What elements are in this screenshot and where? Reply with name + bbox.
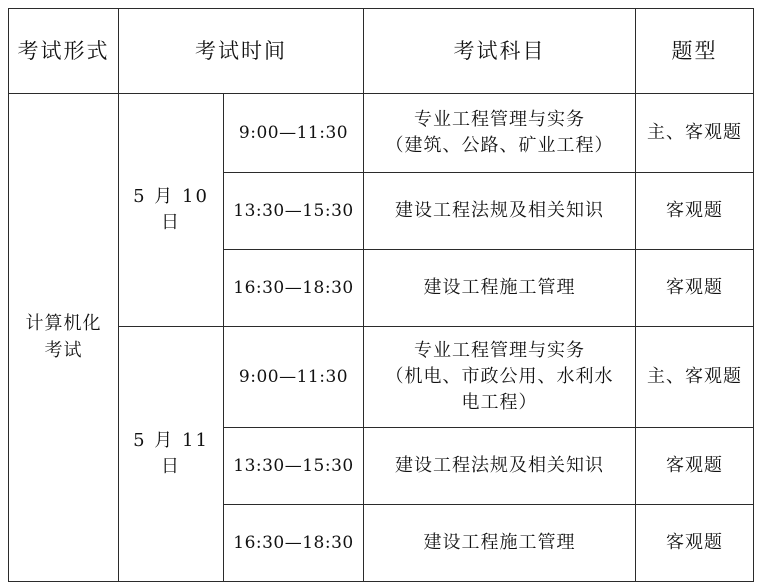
- subject-line-3: 电工程）: [461, 392, 538, 414]
- cell-exam-time: 16:30—18:30: [224, 505, 364, 582]
- cell-exam-form: [9, 94, 119, 582]
- exam-form-line-1: 计算机化: [25, 313, 102, 335]
- cell-question-type: 客观题: [636, 505, 754, 582]
- exam-form-line-2: 考试: [44, 339, 83, 361]
- table-header-row: [9, 9, 754, 94]
- cell-exam-time: 16:30—18:30: [224, 250, 364, 327]
- document-page: [0, 8, 763, 553]
- cell-exam-date: 5 月 11 日: [119, 327, 224, 582]
- exam-schedule-table: [8, 8, 754, 582]
- cell-exam-time: 13:30—15:30: [224, 173, 364, 250]
- cell-exam-subject: 建设工程施工管理: [364, 505, 636, 582]
- cell-exam-time: 9:00—11:30: [224, 94, 364, 173]
- subject-line-2: （建筑、公路、矿业工程）: [385, 135, 614, 156]
- cell-exam-date: 5 月 10 日: [119, 94, 224, 327]
- column-header-question-type: 题型: [636, 9, 754, 94]
- cell-question-type: 客观题: [636, 250, 754, 327]
- cell-exam-time: 9:00—11:30: [224, 327, 364, 428]
- cell-exam-subject: 建设工程法规及相关知识: [364, 173, 636, 250]
- table-header: [9, 9, 754, 94]
- table-row: [9, 94, 754, 173]
- cell-exam-subject: 建设工程施工管理: [364, 250, 636, 327]
- column-header-exam-form: 考试形式: [9, 9, 119, 94]
- column-header-exam-subject: 考试科目: [364, 9, 636, 94]
- table-row: [9, 327, 754, 428]
- table-body: [9, 94, 754, 582]
- column-header-exam-time: 考试时间: [119, 9, 364, 94]
- subject-line-1: 专业工程管理与实务: [414, 339, 585, 361]
- cell-exam-subject: [364, 327, 636, 428]
- cell-exam-subject: [364, 94, 636, 173]
- subject-line-1: 专业工程管理与实务: [414, 108, 585, 130]
- cell-question-type: 主、客观题: [636, 94, 754, 173]
- subject-line-2: （机电、市政公用、水利水: [385, 365, 614, 387]
- cell-question-type: 客观题: [636, 173, 754, 250]
- cell-question-type: 客观题: [636, 428, 754, 505]
- cell-exam-time: 13:30—15:30: [224, 428, 364, 505]
- cell-exam-subject: 建设工程法规及相关知识: [364, 428, 636, 505]
- cell-question-type: 主、客观题: [636, 327, 754, 428]
